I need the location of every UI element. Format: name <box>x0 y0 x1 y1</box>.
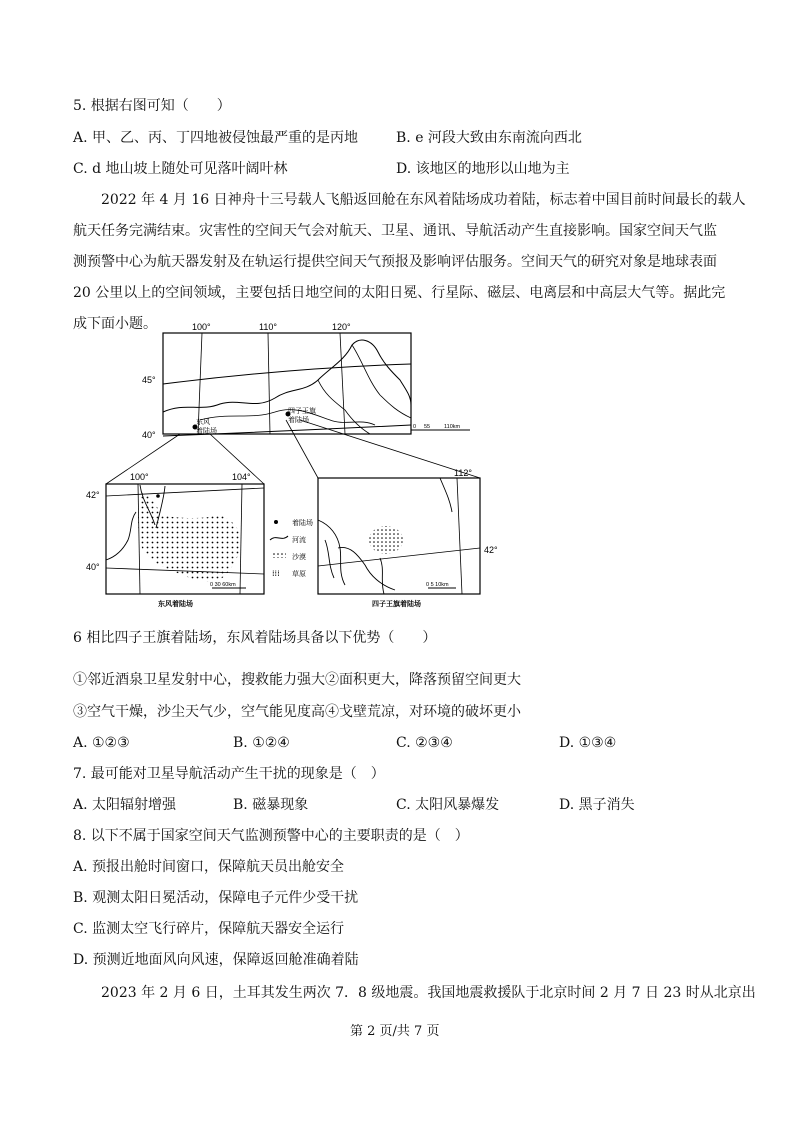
lat-label-40: 40° <box>142 430 156 440</box>
lon-label-120: 120° <box>332 322 351 332</box>
right-scale-text: 0 5 10km <box>426 582 449 588</box>
q8-stem: 8. 以下不属于国家空间天气监测预警中心的主要职责的是（ ） <box>73 828 469 844</box>
q5-stem: 5. 根据右图可知（ ） <box>73 98 231 114</box>
province-border-3 <box>352 345 411 418</box>
passage1-line-4: 20 公里以上的空间领域，主要包括日地空间的太阳日冕、行星际、磁层、电离层和中高层大气等。据此完 <box>73 285 726 301</box>
passage1-line-3: 测预警中心为航天器发射及在轨运行提供空间天气预报及影响评估服务。空间天气的研究对象是地球表面 <box>73 254 717 270</box>
legend-grass-symbol: ⁞⁞⁞ <box>272 569 280 578</box>
left-lat-42 <box>106 488 264 496</box>
q6-option-d: D. ①③④ <box>559 735 617 751</box>
left-lon-label-100: 100° <box>130 472 149 482</box>
q5-option-c: C. d 地山坡上随处可见落叶阔叶林 <box>73 161 288 177</box>
connector-right-a <box>286 420 318 478</box>
right-grassland-area <box>369 526 403 554</box>
q5-option-a: A. 甲、乙、丙、丁四地被侵蚀最严重的是丙地 <box>73 130 359 146</box>
right-river-5 <box>325 540 334 578</box>
passage1-line-5: 成下面小题。 <box>73 316 157 332</box>
left-desert-area <box>138 492 241 582</box>
q7-option-d: D. 黑子消失 <box>559 797 635 813</box>
dongfeng-label-2: 着陆场 <box>196 427 217 435</box>
q7-option-c: C. 太阳风暴爆发 <box>396 797 500 813</box>
left-river-3 <box>106 512 136 560</box>
q7-option-a: A. 太阳辐射增强 <box>73 797 177 813</box>
lat-label-45: 45° <box>142 375 156 385</box>
main-scale-0: 0 <box>413 424 417 430</box>
siziwangqi-label-1: 四子王旗 <box>288 407 316 415</box>
q7-stem: 7. 最可能对卫星导航活动产生干扰的现象是（ ） <box>73 766 385 782</box>
passage1-line-1: 2022 年 4 月 16 日神舟十三号载人飞船返回舱在东风着陆场成功着陆，标志着中国目前时间最长的载人 <box>101 192 746 208</box>
right-lat-42 <box>318 548 480 566</box>
right-river-3 <box>380 558 384 594</box>
passage2-line-1: 2023 年 2 月 6 日，土耳其发生两次 7．8 级地震。我国地震救援队于北京时间 2 月 7 日 23 时从北京出 <box>101 985 756 1001</box>
lon-line-110 <box>268 333 270 434</box>
q6-option-b: B. ①②④ <box>233 735 290 751</box>
left-lat-label-42: 42° <box>86 490 100 500</box>
q8-option-c: C. 监测太空飞行碎片，保障航天器安全运行 <box>73 921 345 937</box>
right-lon-112 <box>457 478 462 594</box>
q5-option-d: D. 该地区的地形以山地为主 <box>396 161 570 177</box>
q8-option-a: A. 预报出舱时间窗口，保障航天员出舱安全 <box>73 859 345 875</box>
siziwangqi-label-2: 着陆场 <box>288 416 309 424</box>
right-lat-label-42: 42° <box>484 545 498 555</box>
legend-desert: 沙漠 <box>292 553 306 561</box>
q7-option-b: B. 磁暴现象 <box>233 797 309 813</box>
dongfeng-label-1: 东风 <box>196 418 210 426</box>
passage1-line-2: 航天任务完满结束。灾害性的空间天气会对航天、卫星、通讯、导航活动产生直接影响。国家空间天气监 <box>73 223 717 239</box>
legend-landing-site: 着陆场 <box>292 519 313 527</box>
main-scale-55: 55 <box>424 424 431 430</box>
lon-line-120 <box>340 333 345 434</box>
right-river-1 <box>318 520 345 585</box>
q5-option-b: B. e 河段大致由东南流向西北 <box>396 130 582 146</box>
legend-river: 河流 <box>292 536 306 544</box>
q8-option-b: B. 观测太阳日冕活动，保障电子元件少受干扰 <box>73 890 359 906</box>
left-lat-label-40: 40° <box>86 562 100 572</box>
lon-label-100: 100° <box>192 322 211 332</box>
q8-option-d: D. 预测近地面风向风速，保障返回舱准确着陆 <box>73 952 359 968</box>
right-lon-label-112: 112° <box>454 468 472 478</box>
page-footer: 第 2 页/共 7 页 <box>350 1024 440 1039</box>
legend-river-symbol <box>270 536 288 540</box>
q6-statement-1: ①邻近酒泉卫星发射中心，搜救能力强大②面积更大，降落预留空间更大 <box>73 672 521 688</box>
q6-option-c: C. ②③④ <box>396 735 453 751</box>
legend-desert-symbol <box>272 552 286 558</box>
right-inset-caption: 四子王旗着陆场 <box>372 600 421 608</box>
left-inset-caption: 东风着陆场 <box>158 600 193 608</box>
left-lon-label-104: 104° <box>232 472 251 482</box>
q6-statement-2: ③空气干燥，沙尘天气少，空气能见度高④戈壁荒凉，对环境的破坏更小 <box>73 704 521 720</box>
legend-grassland: 草原 <box>292 570 306 578</box>
left-site-marker <box>156 494 160 498</box>
left-scale-text: 0 30 60km <box>210 582 236 588</box>
right-river-4 <box>440 478 452 512</box>
lon-label-110: 110° <box>259 322 277 332</box>
legend-site-symbol <box>274 520 278 524</box>
main-scale-110km: 110km <box>444 424 461 430</box>
q6-stem: 6 相比四子王旗着陆场，东风着陆场具备以下优势（ ） <box>73 630 437 646</box>
q6-option-a: A. ①②③ <box>73 735 130 751</box>
